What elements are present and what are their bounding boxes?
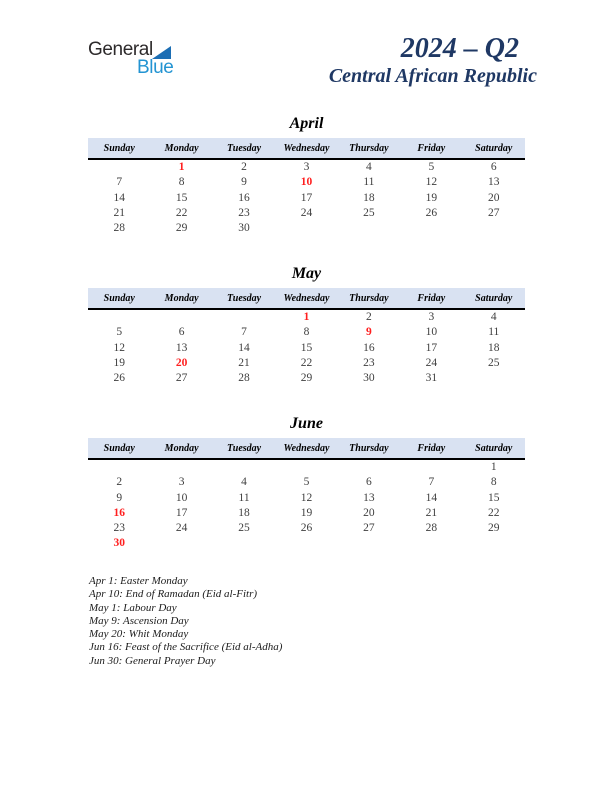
date-cell: 5: [303, 476, 310, 489]
date-cell: 10: [175, 491, 188, 504]
date-cell: 8: [303, 326, 310, 339]
empty-cell: [400, 221, 462, 236]
calendar-table-april: [88, 138, 525, 236]
date-cell: 26: [425, 206, 438, 219]
date-cell: 22: [175, 206, 188, 219]
date-cell: 15: [175, 191, 188, 204]
week-row: [88, 536, 525, 551]
date-cell: 3: [178, 476, 185, 489]
date-cell: 22: [300, 356, 313, 369]
day-header-friday: Friday: [400, 288, 462, 309]
empty-cell: [88, 309, 150, 325]
week-row: [88, 356, 525, 371]
empty-cell: [88, 159, 150, 175]
date-cell: 29: [488, 522, 500, 535]
date-cell: 13: [175, 341, 188, 354]
month-title: May: [291, 265, 322, 282]
week-row: [88, 521, 525, 536]
date-cell: 19: [300, 506, 313, 519]
empty-cell: [150, 536, 212, 551]
empty-cell: [400, 536, 462, 551]
empty-cell: [338, 221, 400, 236]
date-cell: 30: [238, 222, 250, 235]
date-cell: 27: [175, 372, 188, 385]
date-cell: 9: [366, 326, 372, 339]
empty-cell: [463, 221, 525, 236]
date-cell: 6: [490, 161, 497, 173]
week-row: [88, 309, 525, 325]
empty-cell: [275, 459, 337, 475]
date-cell: 29: [300, 372, 313, 385]
date-cell: 19: [425, 191, 438, 204]
day-header-sunday: Sunday: [88, 288, 150, 309]
date-cell: 7: [428, 476, 435, 489]
week-row: [88, 175, 525, 190]
date-cell: 12: [113, 341, 125, 354]
day-header-monday: Monday: [150, 138, 212, 159]
date-cell: 23: [363, 356, 375, 369]
page-title: 2024 – Q2: [400, 33, 519, 64]
date-cell: 14: [238, 341, 250, 354]
empty-cell: [213, 309, 275, 325]
date-cell: 26: [300, 522, 313, 535]
week-row: [88, 341, 525, 356]
date-cell: 4: [241, 476, 247, 489]
date-cell: 21: [238, 356, 250, 369]
month-section-may: [88, 263, 525, 386]
date-cell: 16: [113, 506, 125, 519]
date-cell: 19: [113, 356, 125, 369]
date-cell: 28: [113, 222, 125, 235]
empty-cell: [88, 459, 150, 475]
date-cell: 12: [425, 176, 438, 189]
month-title: April: [289, 115, 324, 132]
date-cell: 1: [490, 461, 497, 473]
date-cell: 14: [113, 191, 125, 204]
date-cell: 28: [238, 372, 250, 385]
date-cell: 20: [363, 506, 375, 519]
date-cell: 7: [241, 326, 247, 339]
date-cell: 13: [488, 176, 500, 189]
day-header-friday: Friday: [400, 438, 462, 459]
empty-cell: [150, 309, 212, 325]
holiday-note: May 20: Whit Monday: [89, 628, 189, 641]
date-cell: 8: [490, 476, 497, 489]
date-cell: 6: [366, 476, 372, 489]
date-cell: 30: [363, 372, 375, 385]
day-header-row: [88, 288, 525, 309]
week-row: [88, 475, 525, 490]
empty-cell: [213, 459, 275, 475]
date-cell: 5: [116, 326, 123, 339]
empty-cell: [150, 459, 212, 475]
empty-cell: [213, 536, 275, 551]
date-cell: 16: [363, 341, 375, 354]
date-cell: 23: [238, 206, 250, 219]
week-row: [88, 491, 525, 506]
date-cell: 1: [303, 311, 310, 323]
date-cell: 12: [300, 491, 313, 504]
day-header-row: [88, 138, 525, 159]
date-cell: 25: [488, 356, 500, 369]
week-row: [88, 159, 525, 175]
date-cell: 25: [238, 522, 250, 535]
date-cell: 17: [300, 191, 313, 204]
date-cell: 24: [425, 356, 438, 369]
date-cell: 1: [178, 161, 185, 173]
logo-text-blue: Blue: [137, 57, 174, 78]
month-title: June: [290, 415, 323, 432]
week-row: [88, 325, 525, 340]
month-table-slot: [88, 288, 525, 386]
day-header-wednesday: Wednesday: [275, 438, 337, 459]
calendar-table-june: [88, 438, 525, 552]
date-cell: 31: [425, 372, 438, 385]
week-row: [88, 206, 525, 221]
day-header-saturday: Saturday: [463, 288, 525, 309]
holiday-note: Jun 30: General Prayer Day: [89, 654, 216, 667]
date-cell: 17: [425, 341, 438, 354]
date-cell: 2: [241, 161, 247, 173]
day-header-tuesday: Tuesday: [213, 288, 275, 309]
day-header-sunday: Sunday: [88, 438, 150, 459]
date-cell: 22: [488, 506, 500, 519]
day-header-monday: Monday: [150, 438, 212, 459]
week-row: [88, 506, 525, 521]
date-cell: 6: [178, 326, 185, 339]
date-cell: 28: [425, 522, 438, 535]
date-cell: 27: [488, 206, 500, 219]
date-cell: 2: [116, 476, 123, 489]
date-cell: 24: [300, 206, 313, 219]
empty-cell: [463, 536, 525, 551]
date-cell: 11: [238, 491, 250, 504]
holiday-note: Jun 16: Feast of the Sacrifice (Eid al-Adha): [89, 641, 283, 654]
date-cell: 20: [488, 191, 500, 204]
week-row: [88, 459, 525, 475]
day-header-saturday: Saturday: [463, 138, 525, 159]
day-header-wednesday: Wednesday: [275, 138, 337, 159]
date-cell: 15: [300, 341, 313, 354]
month-section-june: [88, 413, 525, 552]
day-header-wednesday: Wednesday: [275, 288, 337, 309]
date-cell: 10: [425, 326, 438, 339]
page-subtitle: Central African Republic: [328, 65, 537, 87]
empty-cell: [338, 459, 400, 475]
date-cell: 30: [113, 537, 125, 550]
holiday-note: Apr 1: Easter Monday: [89, 575, 188, 587]
month-table-slot: [88, 138, 525, 236]
day-header-tuesday: Tuesday: [213, 438, 275, 459]
empty-cell: [338, 536, 400, 551]
week-row: [88, 191, 525, 206]
date-cell: 2: [366, 311, 372, 323]
month-table-slot: [88, 438, 525, 552]
empty-cell: [463, 371, 525, 386]
holiday-note: May 1: Labour Day: [89, 601, 177, 614]
day-header-thursday: Thursday: [338, 288, 400, 309]
empty-cell: [275, 221, 337, 236]
date-cell: 3: [428, 311, 435, 323]
week-row: [88, 221, 525, 236]
date-cell: 7: [116, 176, 123, 189]
date-cell: 5: [428, 161, 435, 173]
holiday-notes: [89, 575, 282, 668]
date-cell: 21: [113, 206, 125, 219]
day-header-saturday: Saturday: [463, 438, 525, 459]
date-cell: 9: [116, 491, 123, 504]
general-blue-logo: [88, 40, 188, 76]
date-cell: 10: [300, 176, 313, 189]
empty-cell: [275, 536, 337, 551]
day-header-thursday: Thursday: [338, 138, 400, 159]
day-header-row: [88, 438, 525, 459]
logo-text-general: General: [88, 39, 153, 60]
date-cell: 4: [490, 311, 497, 323]
date-cell: 24: [175, 522, 188, 535]
date-cell: 11: [488, 326, 500, 339]
month-section-april: [88, 113, 525, 236]
date-cell: 14: [425, 491, 438, 504]
date-cell: 16: [238, 191, 250, 204]
date-cell: 20: [175, 356, 188, 369]
day-header-sunday: Sunday: [88, 138, 150, 159]
date-cell: 13: [363, 491, 375, 504]
date-cell: 11: [363, 176, 375, 189]
week-row: [88, 371, 525, 386]
date-cell: 18: [488, 341, 500, 354]
date-cell: 23: [113, 522, 125, 535]
calendar-table-may: [88, 288, 525, 386]
date-cell: 29: [175, 222, 188, 235]
day-header-tuesday: Tuesday: [213, 138, 275, 159]
date-cell: 15: [488, 491, 500, 504]
date-cell: 18: [238, 506, 250, 519]
day-header-thursday: Thursday: [338, 438, 400, 459]
empty-cell: [400, 459, 462, 475]
holiday-note: Apr 10: End of Ramadan (Eid al-Fitr): [89, 588, 258, 601]
title-block: [329, 33, 537, 89]
date-cell: 21: [425, 506, 438, 519]
date-cell: 9: [241, 176, 247, 189]
holiday-note: May 9: Ascension Day: [89, 614, 189, 627]
date-cell: 8: [178, 176, 185, 189]
date-cell: 27: [363, 522, 375, 535]
day-header-friday: Friday: [400, 138, 462, 159]
date-cell: 25: [363, 206, 375, 219]
date-cell: 18: [363, 191, 375, 204]
date-cell: 4: [366, 161, 372, 173]
day-header-monday: Monday: [150, 288, 212, 309]
date-cell: 3: [303, 161, 310, 173]
date-cell: 26: [113, 372, 125, 385]
date-cell: 17: [175, 506, 188, 519]
